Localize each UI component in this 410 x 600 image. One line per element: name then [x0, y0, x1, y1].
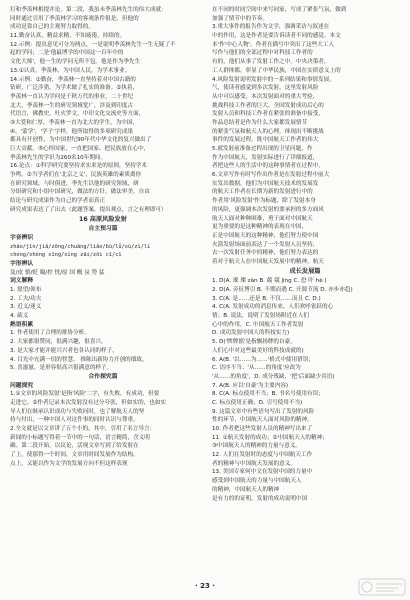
- watermark-stamp-icon: [358, 578, 406, 596]
- text-line: 挑战科技工作者的巨大，全国发射成功后心的: [212, 102, 324, 109]
- text-line: 文化大师'，他一生的学问无所不包。他是作为季先生: [10, 59, 141, 66]
- growth-item: 1. D(A. 璀 璨 zàn B. 兢 兢 jīng C. 恐 吓 hè ): [212, 278, 327, 285]
- text-line: 作者用'风险发射'作为标题，除了发射本身: [212, 198, 316, 205]
- text-line: 11.勤奋认真，精益求精，不知疲倦，持续的。: [10, 33, 126, 40]
- pinyin-line: chéng/shèng xīng/xìng zāi/zōi cī/cī: [10, 252, 122, 259]
- text-line: 6.文章写作有时写作出作者是在发射过程中前大: [212, 172, 330, 179]
- text-line: 的风险，更强调本次发射的要承担的多方面风: [212, 206, 324, 213]
- text-line: 加强了情节中的节奏。: [212, 15, 268, 22]
- text-line: ③大爱和仁厚，季羡林一直为北大的学生，为中国，: [10, 119, 139, 126]
- growth-item: 13. 美国专家何中文在发射中国的力量中: [212, 469, 313, 476]
- text-line: 在研究领域，与时俱进，季先生以他的研究领域，研: [10, 180, 139, 187]
- text-line: 同时通过引用了季羡林学习的客观条件很是，但他的: [10, 15, 139, 22]
- growth-item: 性的环节，中国航天人面对风险的精神。: [212, 417, 313, 424]
- right-column: [212, 6, 398, 503]
- text-line: 从中可以感受，本次发射面对的重大考验，: [212, 93, 319, 100]
- text-line: 都具有开创性，为中国世纪90年代中华文化的复兴做出了: [10, 137, 152, 144]
- text-line: 本'作'中心人物'，作者在描写中突出了这些大工人: [212, 41, 335, 48]
- vocab-item: 2. 工夫/功夫: [10, 295, 42, 302]
- growth-item: 7. A(B. 应以'自豪'为主要内容): [212, 382, 289, 389]
- growth-item: C. 标点使用正确；D. 引号使用不当): [212, 399, 303, 406]
- vocab-item: 1. 愿望/领布: [10, 287, 42, 293]
- idiom-item: 2. 大家都很赞同，很满兴趣，很喜兴。: [10, 339, 107, 346]
- problem-item: 1.①文章的风险发射'是指'风险'二字，有失败，有成功，但要: [10, 391, 160, 398]
- text-line: 代语言，佛教史，吐火罗文，中印文化交流史等方面，: [10, 111, 145, 118]
- text-line: 事件的发展过程，既中国航天工作者的伟大: [212, 137, 319, 144]
- answer-block-discussion: [212, 6, 398, 267]
- section-word-form: 字形辨认: [10, 260, 34, 267]
- problem-item: 导人们在继承认识成功与失败同时，也了解航天人的坚: [10, 408, 145, 415]
- text-line: 中的作用，这是作者是要告诉读者不同的感觉。本文: [212, 33, 341, 40]
- growth-item: 3. C(A. 是……还是 B. 不仅……而且 C. D.): [212, 295, 321, 302]
- text-line: 作为中国航天，发射实际进行了详细报道，: [212, 154, 319, 161]
- growth-item: 9. 这篇文章中有些语句写出了发射的风险: [212, 408, 315, 415]
- text-line: 钻研，广泛涉猎，为学术做了扎实的准备。②执着，: [10, 85, 139, 92]
- text-line: 着对于航天人在中国航天发展中的精神，航天: [212, 258, 324, 265]
- text-line: 16.论点：①科学研究要坚持求实求是的原则，坚持学术: [10, 163, 147, 170]
- vocab-item: 3. 近义/迷义: [10, 304, 42, 311]
- text-line: 4.风险发射说明发射中的一系列结果和事情发展，: [212, 76, 335, 83]
- problem-item: 确。第二段开始，以议论，活现文章写到了给发射在: [10, 443, 139, 450]
- growth-item: 心中的作用，C. 中国航天工作者发射: [212, 321, 304, 328]
- problem-item: 持与付出，一种中国人对这件事的同时认识与尊重。: [10, 417, 139, 424]
- vocab-list: [10, 286, 196, 321]
- text-line: 的紧张气氛和航天人的心理，体现出不断挑战: [212, 128, 324, 135]
- text-line: 气，使读者感觉到多次发射，这里发射风险: [212, 85, 319, 92]
- text-line: 5.就发射前准备过程出现的卫星问题，作: [212, 146, 313, 152]
- text-line: 打和季羡林相提并论。第二段，我虽未季羡林先生的伟大成就：: [10, 7, 167, 13]
- text-line: 12.示例：提出意见可分为两点，一是说明季羡林先生一生无疑了不: [10, 41, 176, 48]
- text-line: 作品总结者是作为什么大家都发展情节: [212, 119, 308, 126]
- problem-item: 走进它。②作者记录本次发射没有过分夸张，但如实的，也如实: [10, 399, 167, 406]
- text-line: 工人群体都，彰显了中华民族，中国在实质意义上的: [212, 67, 341, 74]
- growth-item: 是有力的的证明，发射的成功说明中国: [212, 495, 308, 502]
- lesson-title: 16 高原风险发射: [79, 215, 127, 223]
- growth-item: 4. C(A. 发射成功的消息传来，人们欢呼雀跃的心: [212, 304, 334, 311]
- problem-list: [10, 390, 196, 468]
- growth-item: '从……的角度'，D. 成分残缺，'把'后面缺少宾语): [212, 373, 335, 380]
- text-line: 更为重要的是这种精神的表现在中国，: [212, 224, 308, 231]
- growth-item: 10. 作者把这些发射人员的精神写出来了: [212, 426, 313, 432]
- idiom-item: 5. 喜滋滋，是形容很高兴很满意的样子。: [10, 365, 113, 372]
- growth-item: 11. ①航天发射的成功；②中国航天人的精神；: [212, 434, 328, 441]
- text-line: 火箭发射场面前表达了一个发射人员坚持，: [212, 241, 319, 248]
- idiom-item: 3. 是大家才能并能兴兴者也各认同的样子。: [10, 347, 118, 354]
- problem-item: 新闻的小标题写得着一节中的一句话，语言精简，含义明: [10, 434, 150, 441]
- problem-item: 2.全文就是以文章讲了五个小的。其中，引用了名言导言：: [10, 426, 156, 432]
- growth-answer-list: [212, 277, 398, 503]
- growth-item: 人们心中对这些最美好的科技成就的): [212, 347, 304, 354]
- text-line: 结论与研究成果作为自己的学者而真正: [10, 198, 106, 205]
- section-idioms: 熟语积累: [10, 321, 34, 328]
- text-line: 北大，季羡林一生的研究领域宽广，涉及到印度古: [10, 102, 134, 109]
- text-line: 者把这些人的生活中的这种事情者在过程中。: [212, 163, 324, 170]
- self-study-title: 自主预习篇: [88, 226, 118, 233]
- text-line: 去一次发射任务中的精神，他们努力表达的: [212, 250, 319, 257]
- cooperative-title: 合作探究篇: [88, 373, 118, 380]
- text-line: 在不同的时间空间中来写同家，写成了紧张气氛，做到: [212, 7, 347, 13]
- growth-item: 2. D(A. 旁征博引 B. 不期而遇 C. 开源节流 D. 亦步亦趋): [212, 287, 353, 293]
- text-line: 写作与他们的全部过程中对科技工作者的: [212, 50, 313, 57]
- idiom-item: 4. 目光中充满一切的智慧。 推陈出新协力开创的细致。: [10, 356, 148, 363]
- problem-item: 点上，又能以作为文学的发展方向不但这样表现: [10, 460, 128, 467]
- word-form-list: 及/皮 慎/贬 瞄/控 恍/原 国 概 氛 势 猛: [10, 269, 105, 276]
- growth-item: 情；B. 说法，说明了发射场附近在人们: [212, 313, 309, 320]
- idiom-list: [10, 329, 196, 372]
- section-problem: 问题探究: [10, 382, 34, 389]
- text-line: 正是中国航天的这种精神，他们努力使中国: [212, 232, 319, 239]
- growth-item: D. 成功发射中国人的科技实力): [212, 330, 290, 337]
- idiom-item: 1. 作者使用了合理的排协分析。: [10, 330, 90, 337]
- growth-item: 者的精神与中国航天发展的意义。: [212, 460, 296, 467]
- answer-block-lesson-15: [10, 6, 196, 215]
- text-line: 航天人面对种种困难，勇于面对中国航天: [212, 215, 313, 222]
- growth-item: 6. A(B. '以……为……'格式中使用错误；: [212, 356, 314, 363]
- text-line: 发射人员和科技工作者在紧张的准备中接受，: [212, 111, 324, 118]
- growth-item: 12. 人们在发射时的态度与中国航天工作: [212, 452, 313, 459]
- text-line: 14.示例：①勤奋，季羡林一直坚持着对中国古籍的: [10, 76, 136, 83]
- text-line: 13.①认真，季羡林，为中国人民，为学术事业。: [10, 67, 131, 74]
- growth-item: 感受到中国航天的力量与中国航天人: [212, 478, 302, 485]
- growth-item: 5. D('牌牌摇'是指飘扬牌的自豪，: [212, 339, 296, 346]
- growth-item: ③中国航天人的精神的力量与意义。: [212, 443, 301, 450]
- text-line: 争鸣。②当学者们在'北京之义'，民族英雄的素质离你: [10, 172, 142, 179]
- page-number: · 23 ·: [195, 582, 215, 590]
- growth-item: C. 语序不当；'从……的角度'应改为: [212, 365, 301, 372]
- text-line: 实发出数据，他们为中国航天技术的发展发: [212, 180, 319, 187]
- growth-section-title: 成长发展篇: [289, 267, 321, 275]
- left-column: [10, 6, 196, 468]
- text-line: 3.重大事件的报告作为文学，强调采访与叙述在: [212, 24, 330, 31]
- text-line: 有的，他们从事了发射工作之中。中央决策者，: [212, 59, 330, 66]
- text-line: 成功是靠自己的主观努力取得的。: [10, 24, 94, 31]
- text-line: 季羡林一直认为学问是千秋万代的事业，二十世纪: [10, 93, 134, 100]
- growth-item: 的精神，中国航天人的精神: [212, 486, 280, 493]
- vocab-item: 4. 疏义: [10, 313, 29, 320]
- text-line: 研究成果表达了了出去（此题答案，提出观点，言之有理即可）: [10, 206, 167, 213]
- text-line: 的航天工作者在长期为新的发射进行中的: [212, 189, 313, 196]
- section-vocab: 词义解释: [10, 278, 34, 285]
- text-line: ④、'蒙学'，'学子'字样，他所取得的多项研究成果: [10, 128, 134, 135]
- growth-item: 8. C(A. 标点使用不当；B. 书名号使用有误；: [212, 391, 324, 398]
- text-line: 季羡林先生的学识为260名10年期间。: [10, 154, 107, 161]
- text-line: 起的学问；二是'他最博学的中国这一百年中的: [10, 50, 124, 57]
- text-line: 分组研究和小组中国研究，做法的方针。做法审美，自由: [10, 189, 150, 196]
- problem-item: 了上，使那得一个时间，文章用时间发展作为结构。: [10, 452, 139, 459]
- text-line: 巨大贡献。⑤心怀国家，一直把国家、把民族放在心中，: [10, 146, 150, 152]
- section-word-recognition: 字音辨识: [10, 234, 34, 241]
- pinyin-line: zhāo/jīn/jiǎ/zōng/chuāng/liǎo/bù/lǚ/xù/zì/lí: [10, 243, 151, 250]
